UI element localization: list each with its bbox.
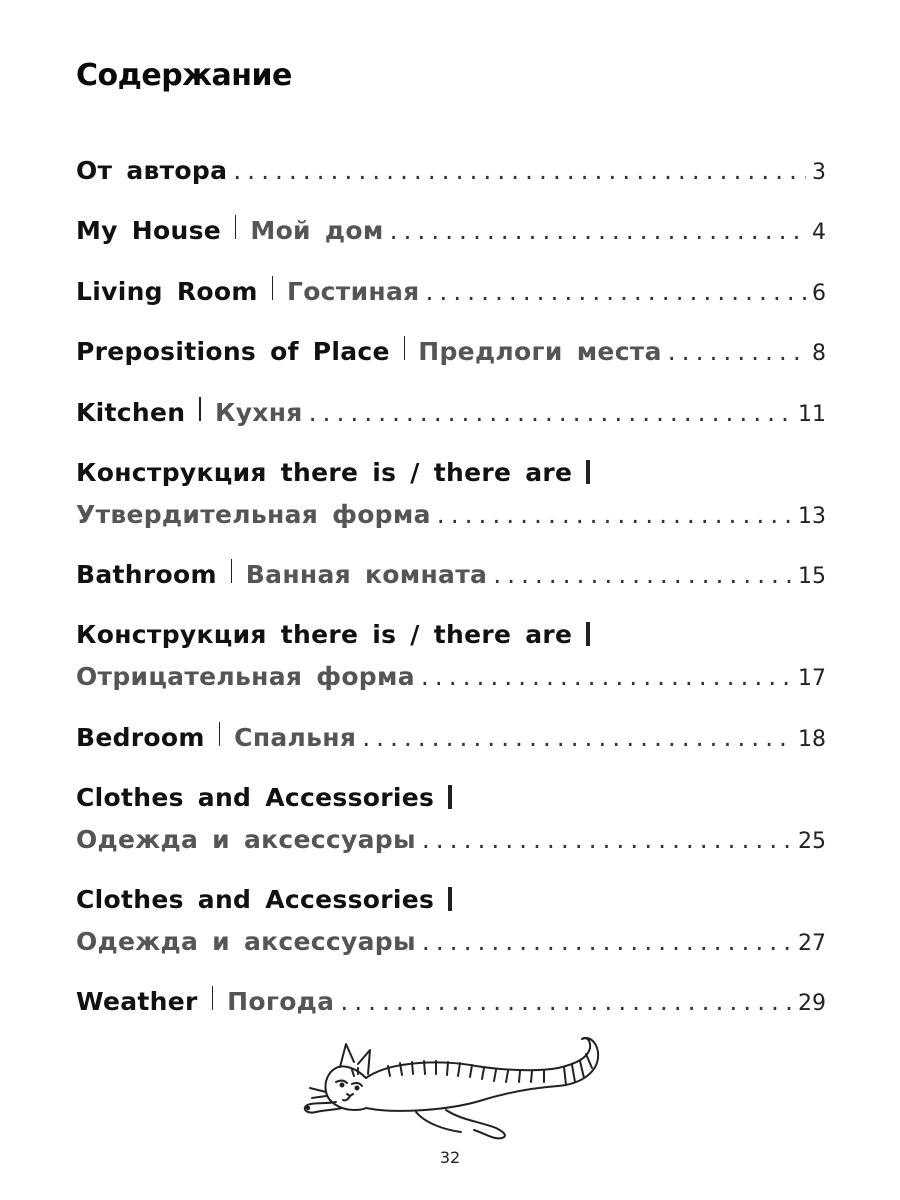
toc-entry-title: Prepositions of Place xyxy=(76,337,390,366)
toc-entry[interactable] xyxy=(76,499,826,533)
toc-entry-title: Kitchen xyxy=(76,398,186,427)
toc-entry-title: Weather xyxy=(76,987,198,1016)
toc-entry-heading-line[interactable] xyxy=(76,782,826,814)
toc-entry-page: 8 xyxy=(812,341,826,366)
toc-entry-page: 11 xyxy=(798,402,826,427)
toc-entry[interactable] xyxy=(76,824,826,858)
toc-entry-title: Bedroom xyxy=(76,723,205,752)
toc-entry-page: 27 xyxy=(798,931,826,956)
dot-leader xyxy=(422,824,792,856)
toc-entry[interactable] xyxy=(76,336,826,370)
toc-entry-translation: Мой дом xyxy=(250,216,384,245)
toc-entry-title: Конструкция there is / there are xyxy=(76,458,573,487)
dot-leader xyxy=(233,155,806,187)
toc-entry-page: 6 xyxy=(812,281,826,306)
separator-bar xyxy=(231,559,232,583)
toc-entry[interactable] xyxy=(76,559,826,593)
toc-entry-translation: Погода xyxy=(227,987,335,1016)
toc-entry-translation: Гостиная xyxy=(286,277,420,306)
dot-leader xyxy=(390,215,806,247)
toc-entry-page: 3 xyxy=(812,160,826,185)
toc-entry-translation: Одежда и аксессуары xyxy=(76,825,416,854)
separator-bar xyxy=(586,622,590,646)
toc-entry-heading-line[interactable] xyxy=(76,457,826,489)
toc-entry-translation: Кухня xyxy=(214,398,303,427)
dot-leader xyxy=(421,661,792,693)
dot-leader xyxy=(493,559,792,591)
toc-entry-page: 13 xyxy=(798,504,826,529)
page-title: Содержание xyxy=(76,58,292,93)
toc-entry-heading-line[interactable] xyxy=(76,884,826,916)
toc-entry-page: 15 xyxy=(798,564,826,589)
toc-entry[interactable] xyxy=(76,155,826,189)
toc-entry-title: Clothes and Accessories xyxy=(76,783,435,812)
separator-bar xyxy=(235,215,236,239)
separator-bar xyxy=(212,986,213,1010)
toc-entry-title: My House xyxy=(76,216,222,245)
toc-entry-title: От автора xyxy=(76,156,228,185)
toc-entry[interactable] xyxy=(76,215,826,249)
toc-entry-page: 4 xyxy=(812,220,826,245)
page-number: 32 xyxy=(439,1148,461,1167)
dot-leader xyxy=(437,499,792,531)
toc-entry-translation: Утвердительная форма xyxy=(76,500,431,529)
separator-bar xyxy=(219,722,220,746)
toc-entry-translation: Предлоги места xyxy=(418,337,662,366)
separator-bar xyxy=(448,887,452,911)
separator-bar xyxy=(586,460,590,484)
toc-entry-page: 29 xyxy=(798,991,826,1016)
toc-entry-page: 25 xyxy=(798,829,826,854)
separator-bar xyxy=(199,397,201,421)
toc-entry[interactable] xyxy=(76,397,826,431)
toc-entry-translation: Спальня xyxy=(234,723,357,752)
toc-entry[interactable] xyxy=(76,926,826,960)
toc-entry-translation: Отрицательная форма xyxy=(76,662,415,691)
toc-entry[interactable] xyxy=(76,986,826,1020)
toc-entry-title: Конструкция there is / there are xyxy=(76,620,573,649)
dot-leader xyxy=(426,276,807,308)
toc-entry[interactable] xyxy=(76,276,826,310)
toc-entry-title: Bathroom xyxy=(76,560,217,589)
separator-bar xyxy=(448,785,452,809)
cat-illustration xyxy=(296,1030,606,1142)
toc-entry-translation: Одежда и аксессуары xyxy=(76,927,416,956)
toc-entry-title: Clothes and Accessories xyxy=(76,885,435,914)
toc-entry-page: 17 xyxy=(798,666,826,691)
dot-leader xyxy=(362,722,792,754)
toc-entry[interactable] xyxy=(76,661,826,695)
dot-leader xyxy=(309,397,792,429)
dot-leader xyxy=(668,336,806,368)
toc-entry-title: Living Room xyxy=(76,277,258,306)
dot-leader xyxy=(422,926,792,958)
dot-leader xyxy=(340,986,792,1018)
toc-entry-translation: Ванная комната xyxy=(245,560,488,589)
toc-entry[interactable] xyxy=(76,722,826,756)
separator-bar xyxy=(272,276,273,300)
toc-entry-heading-line[interactable] xyxy=(76,619,826,651)
toc-entry-page: 18 xyxy=(798,727,826,752)
